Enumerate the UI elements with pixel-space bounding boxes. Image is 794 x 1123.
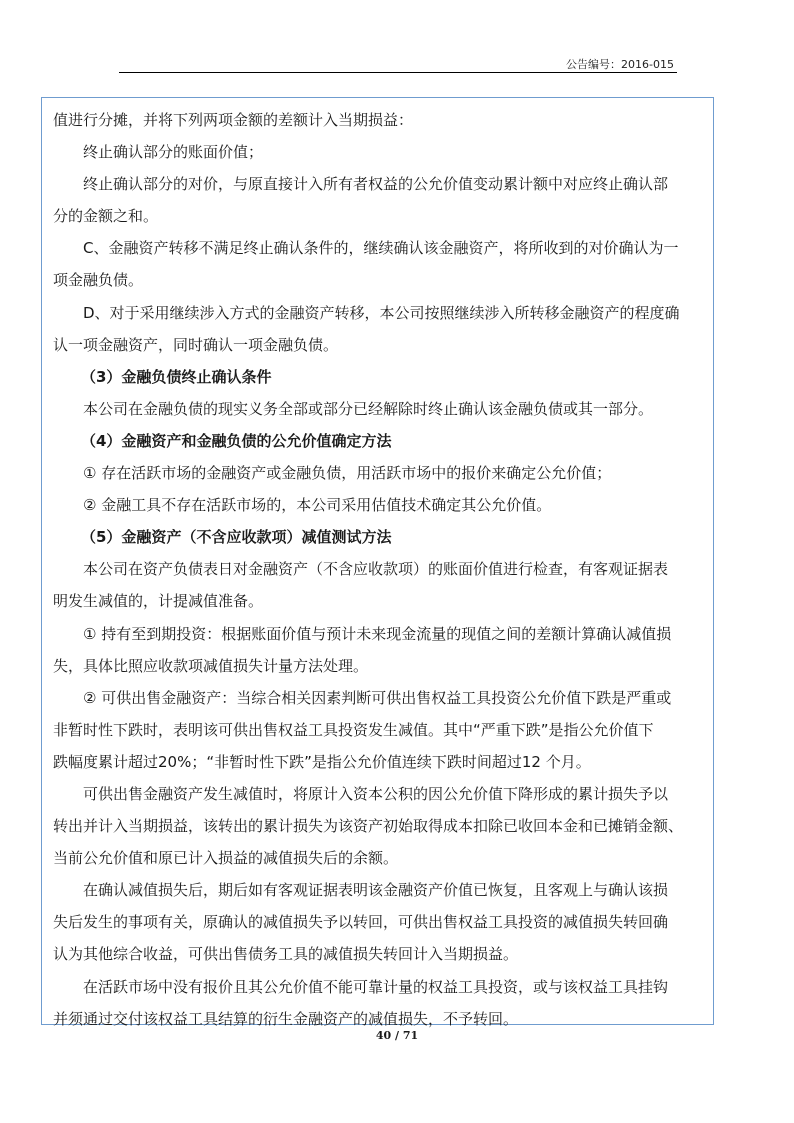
text-line: 转出并计入当期损益，该转出的累计损失为该资产初始取得成本扣除已收回本金和已摊销金额、 (53, 817, 684, 836)
text-line: D、对于采用继续涉入方式的金融资产转移，本公司按照继续涉入所转移金融资产的程度确 (83, 303, 680, 322)
list-item: ① 持有至到期投资：根据账面价值与预计未来现金流量的现值之间的差额计算确认减值损 (83, 624, 672, 643)
announcement-number: 公告编号：2016-015 (566, 58, 674, 71)
text-line: 在确认减值损失后，期后如有客观证据表明该金融资产价值已恢复，且客观上与确认该损 (83, 881, 669, 900)
text-line: 本公司在金融负债的现实义务全部或部分已经解除时终止确认该金融负债或其一部分。 (83, 399, 654, 418)
section-heading-3: （3）金融负债终止确认条件 (81, 367, 272, 386)
text-line: 失后发生的事项有关，原确认的减值损失予以转回，可供出售权益工具投资的减值损失转回确 (53, 913, 669, 932)
text-line: 终止确认部分的对价，与原直接计入所有者权益的公允价值变动累计额中对应终止确认部 (83, 175, 669, 194)
text-line: 终止确认部分的账面价值； (83, 143, 264, 162)
text-line: 明发生减值的，计提减值准备。 (53, 592, 264, 611)
section-heading-5: （5）金融资产（不含应收款项）减值测试方法 (81, 528, 392, 547)
text-line: 跌幅度累计超过20%；“非暂时性下跌”是指公允价值连续下跌时间超过12 个月。 (53, 752, 591, 771)
text-line: 当前公允价值和原已计入损益的减值损失后的余额。 (53, 849, 399, 868)
header-divider (119, 72, 677, 73)
section-heading-4: （4）金融资产和金融负债的公允价值确定方法 (81, 431, 392, 450)
list-item: ② 可供出售金融资产：当综合相关因素判断可供出售权益工具投资公允价值下跌是严重或 (83, 688, 672, 707)
text-line: 本公司在资产负债表日对金融资产（不含应收款项）的账面价值进行检查，有客观证据表 (83, 560, 669, 579)
text-line: 分的金额之和。 (53, 207, 159, 226)
list-item: ① 存在活跃市场的金融资产或金融负债，用活跃市场中的报价来确定公允价值； (83, 464, 612, 483)
text-line: 认一项金融资产，同时确认一项金融负债。 (53, 335, 339, 354)
text-line: 认为其他综合收益，可供出售债务工具的减值损失转回计入当期损益。 (53, 945, 519, 964)
text-line: C、金融资产转移不满足终止确认条件的，继续确认该金融资产，将所收到的对价确认为一 (83, 239, 679, 258)
text-line: 项金融负债。 (53, 271, 144, 290)
page-number: 40 / 71 (375, 1029, 419, 1042)
document-body (53, 104, 708, 1035)
list-item: ② 金融工具不存在活跃市场的，本公司采用估值技术确定其公允价值。 (83, 496, 552, 515)
text-line: 在活跃市场中没有报价且其公允价值不能可靠计量的权益工具投资，或与该权益工具挂钩 (83, 977, 669, 996)
text-line: 并须通过交付该权益工具结算的衍生金融资产的减值损失，不予转回。 (53, 1009, 519, 1028)
text-line: 失，具体比照应收款项减值损失计量方法处理。 (53, 656, 369, 675)
text-line: 可供出售金融资产发生减值时，将原计入资本公积的因公允价值下降形成的累计损失予以 (83, 784, 669, 803)
text-line: 非暂时性下跌时，表明该可供出售权益工具投资发生减值。其中“严重下跌”是指公允价值下 (53, 720, 654, 739)
text-line: 值进行分摊，并将下列两项金额的差额计入当期损益： (53, 111, 414, 129)
